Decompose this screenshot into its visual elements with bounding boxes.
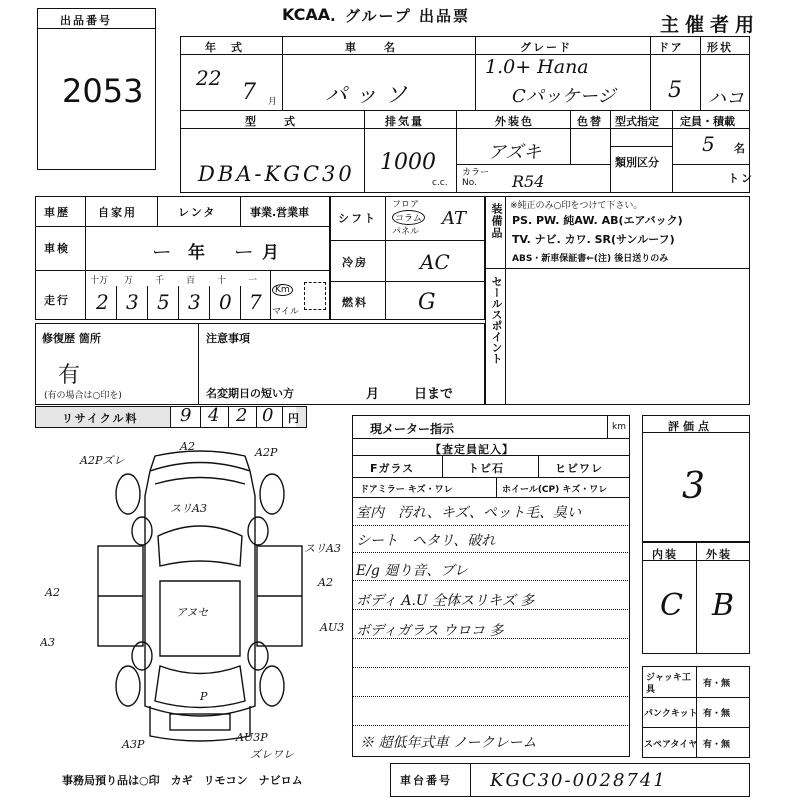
name-change-month: 月	[366, 387, 382, 402]
ac-value: AC	[420, 250, 450, 274]
model-value: DBA-KGC30	[198, 162, 355, 186]
recycle-label: リサイクル料	[62, 412, 139, 425]
category-label: 類別区分	[615, 156, 659, 169]
year-month-value: 7	[242, 80, 256, 105]
diagram-note-4: スリA3	[170, 502, 207, 515]
inspector-label: 【査定員記入】	[430, 443, 514, 456]
diagram-note-6: A2	[318, 576, 333, 589]
door-value: 5	[668, 78, 682, 103]
exterior-color-label: 外装色	[495, 115, 534, 128]
shift-label: シフト	[338, 212, 377, 225]
inspection-year-value: ー	[150, 240, 170, 264]
cc-unit: c.c.	[432, 178, 448, 188]
shift-panel: パネル	[392, 227, 420, 237]
capacity-unit: 名	[734, 142, 747, 155]
inspector-door-mirror: ドアミラー キズ・ワレ	[360, 485, 453, 495]
type-designation-label: 型式指定	[615, 115, 659, 128]
interior-label: 内装	[652, 548, 678, 561]
mileage-unit-mile: マイル	[272, 307, 299, 317]
color-no-label: カラー No.	[462, 168, 490, 188]
year-month-unit: 月	[268, 97, 278, 107]
model-label: 型 式	[245, 115, 297, 128]
recycle-digit-1: 4	[208, 405, 220, 426]
mileage-digit-3: 3	[188, 290, 201, 314]
mileage-unit-2: 千	[155, 276, 165, 286]
fuel-label: 燃料	[342, 296, 368, 309]
jack-tool-label: ジャッキ工具	[646, 673, 691, 695]
grade-value-1: 1.0+ Hana	[485, 56, 589, 78]
ac-label: 冷房	[342, 256, 368, 269]
repair-note: (有の場合は○印を)	[44, 391, 122, 401]
sales-point-label: セールスポイント	[490, 276, 503, 364]
fuel-value: G	[418, 290, 436, 315]
spare-tire-label: スペアタイヤ	[644, 740, 698, 750]
jack-tool-value: 有・無	[703, 679, 731, 689]
capacity-value: 5	[702, 132, 715, 156]
inspector-fglass: Fガラス	[370, 462, 415, 475]
score-label: 評価点	[668, 420, 713, 433]
comment-line-9: ※ 超低年式車 ノークレーム	[360, 735, 537, 751]
diagram-note-2: A2	[180, 440, 195, 453]
recycle-digit-3: 0	[262, 405, 274, 426]
diagram-note-5: スリA3	[304, 542, 341, 555]
mileage-label: 走行	[44, 294, 70, 307]
name-change-day: 日まで	[414, 387, 454, 402]
puncture-kit-value: 有・無	[703, 709, 731, 719]
name-label: 車 名	[345, 41, 397, 54]
name-change-label: 名変期日の短い方	[206, 387, 294, 400]
equipment-line-3: ABS・新車保証書←(注) 後日送りのみ	[512, 254, 669, 264]
year-label: 年 式	[205, 41, 244, 54]
displacement-label: 排気量	[385, 115, 424, 128]
history-rental: レンタ	[178, 206, 217, 219]
mileage-unit-km: Km	[272, 284, 293, 296]
history-private: 自家用	[98, 206, 137, 219]
office-note: 事務局預り品は○印 カギ リモコン ナビロム	[62, 774, 303, 787]
header-brand: KCAA	[282, 5, 331, 24]
grade-label: グレード	[520, 41, 572, 54]
history-commercial: 事業.営業車	[250, 206, 310, 219]
comment-line-4: ボディ A.U 全体スリキズ 多	[356, 593, 535, 609]
capacity-label: 定員・積載	[680, 115, 735, 128]
lot-number: 2053	[62, 72, 144, 110]
repair-value: 有	[58, 363, 81, 388]
mileage-digit-0: 2	[96, 290, 109, 314]
exterior-color-value: アズキ	[488, 142, 542, 163]
header-title: . グループ 出品票	[330, 7, 470, 25]
spare-tire-value: 有・無	[703, 740, 731, 750]
inspector-chip: トビ石	[468, 462, 504, 475]
notes-label: 注意事項	[206, 332, 250, 345]
mileage-digit-2: 5	[157, 290, 170, 314]
equipment-label: 装備品	[490, 203, 503, 239]
mileage-unit-1: 万	[124, 276, 134, 286]
inspector-crack: ヒビワレ	[555, 462, 603, 475]
color-no-value: R54	[512, 172, 545, 191]
mileage-digit-1: 3	[126, 290, 139, 314]
meter-unit: km	[612, 422, 626, 432]
shift-floor: フロア	[392, 200, 420, 210]
year-value: 22	[196, 66, 222, 90]
recycle-digit-0: 9	[180, 405, 192, 426]
exterior-label: 外装	[706, 548, 732, 561]
shape-label: 形状	[707, 41, 733, 54]
exterior-value: B	[712, 588, 735, 623]
inspection-month-unit: 月	[262, 243, 281, 263]
mileage-unit-4: 十	[217, 276, 227, 286]
lot-label: 出品番号	[60, 14, 112, 27]
diagram-note-11: A3P	[122, 738, 145, 751]
grade-value-2: Cパッケージ	[512, 86, 616, 107]
comment-line-5: ボディガラス ウロコ 多	[356, 623, 504, 639]
car-name-value: パッソ	[325, 83, 416, 108]
recycle-unit: 円	[288, 412, 299, 425]
inspection-label: 車検	[44, 242, 70, 255]
inspection-year-unit: 年	[188, 243, 207, 263]
diagram-note-13: AU3P	[236, 731, 268, 744]
recycle-digit-2: 2	[236, 405, 248, 426]
mileage-unit-5: 一	[248, 276, 258, 286]
comment-line-2: シート ヘタリ、破れ	[356, 533, 496, 549]
shift-value: AT	[442, 208, 467, 229]
meter-label: 現メーター指示	[370, 422, 455, 436]
equipment-note: ※純正のみ○印をつけて下さい。	[510, 201, 643, 211]
mileage-digit-4: 0	[219, 290, 232, 314]
mileage-unit-3: 百	[186, 276, 196, 286]
displacement-value: 1000	[380, 150, 436, 175]
comment-line-3: E/g 廻り音、ブレ	[356, 563, 468, 579]
inspector-wheel: ホイール(CP) キズ・ワレ	[502, 485, 608, 495]
equipment-line-2: TV. ナビ. カワ. SR(サンルーフ)	[512, 233, 675, 246]
equipment-line-1: PS. PW. 純AW. AB(エアバック)	[512, 214, 683, 227]
repair-label: 修復歴 箇所	[42, 332, 101, 345]
repaint-label: 色替	[577, 115, 603, 128]
diagram-note-7: A2	[45, 586, 60, 599]
inspection-month-value: ー	[232, 240, 252, 264]
diagram-note-12: P	[200, 690, 208, 703]
history-label: 車歴	[44, 206, 70, 219]
diagram-note-8: A3	[40, 636, 55, 649]
chassis-label: 車台番号	[400, 774, 452, 787]
comment-line-1: 室内 汚れ、キズ、ペット毛、臭い	[356, 505, 581, 521]
ton-unit: トン	[728, 172, 754, 185]
score-value: 3	[682, 466, 705, 507]
mileage-digit-5: 7	[249, 290, 262, 314]
car-damage-diagram	[40, 436, 350, 766]
diagram-note-14: ズレワレ	[250, 748, 294, 761]
diagram-note-3: A2P	[255, 446, 278, 459]
interior-value: C	[660, 588, 683, 623]
chassis-value: KGC30-0028741	[490, 770, 667, 791]
diagram-note-1: A2Pズレ	[80, 454, 125, 467]
organizer-label: 主催者用	[660, 14, 761, 36]
mileage-check-box	[304, 282, 326, 310]
diagram-note-9: AU3	[320, 621, 345, 634]
mileage-unit-0: 十万	[90, 276, 109, 286]
shift-column: コラム	[392, 210, 425, 225]
door-label: ドア	[658, 41, 684, 54]
diagram-note-10: アヌセ	[176, 606, 209, 619]
shape-value: ハコ	[708, 88, 744, 109]
puncture-kit-label: パンクキット	[644, 709, 698, 719]
